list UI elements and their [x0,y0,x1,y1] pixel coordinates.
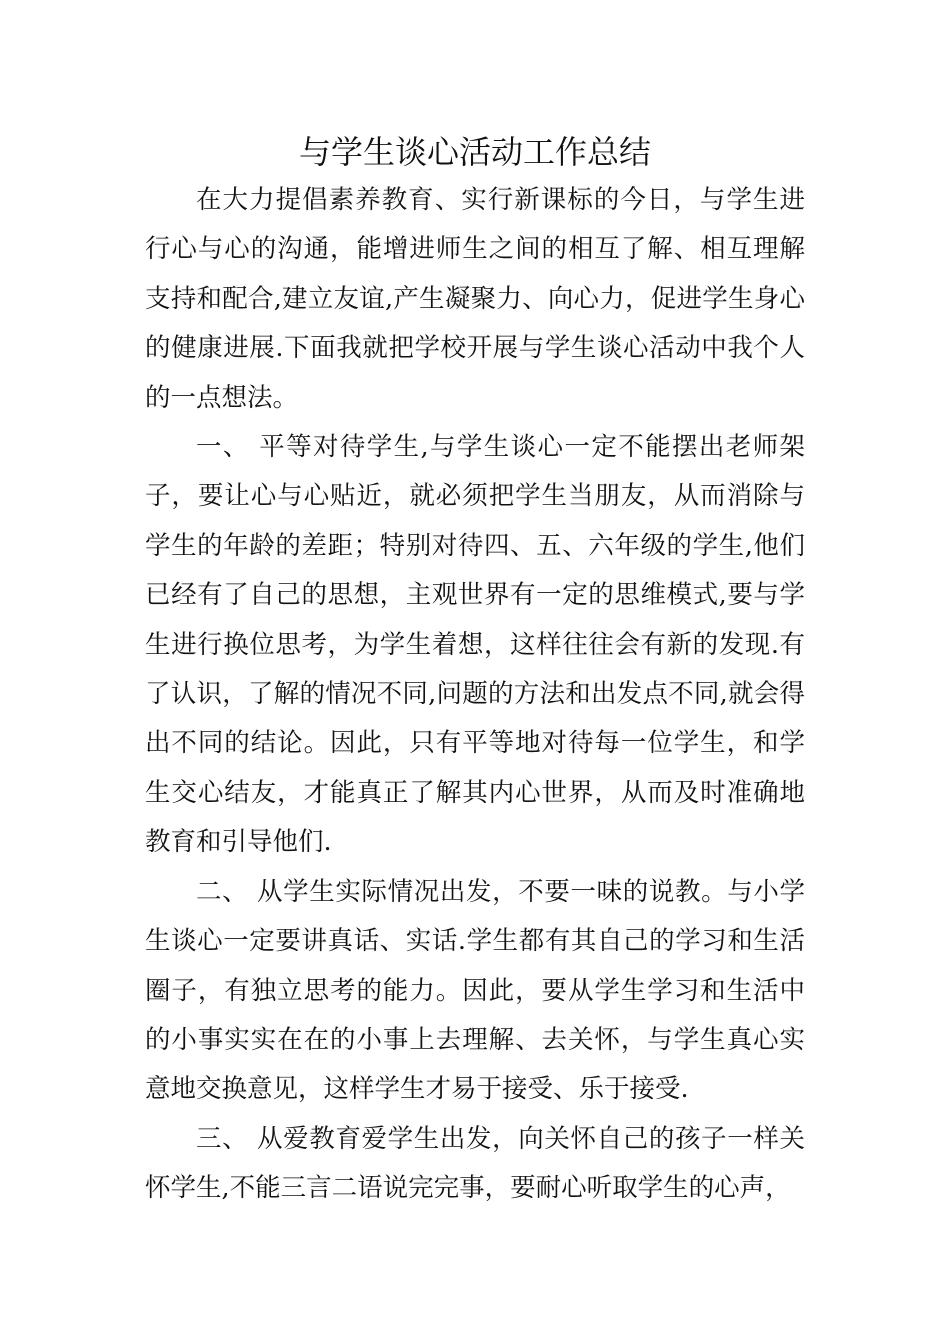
document-body [145,176,805,1214]
paragraph-point-one: 一、 平等对待学生,与学生谈心一定不能摆出老师架子，要让心与心贴近，就必须把学生当朋友，从而消除与学生的年龄的差距；特别对待四、五、六年级的学生,他们已经有了自己的思想，主观世界有一定的思维模式,要与学生进行换位思考，为学生着想，这样往往会有新的发现.有了认识，了解的情况不同,问题的方法和出发点不同,就会得出不同的结论。因此，只有平等地对待每一位学生，和学生交心结友，才能真正了解其内心世界，从而及时准确地教育和引导他们. [145,432,805,858]
paragraph-point-two: 二、 从学生实际情况出发，不要一味的说教。与小学生谈心一定要讲真话、实话.学生都有其自己的学习和生活圈子，有独立思考的能力。因此，要从学生学习和生活中的小事实实在在的小事上去理解、去关怀，与学生真心实意地交换意见，这样学生才易于接受、乐于接受. [145,876,805,1105]
paragraph-intro: 在大力提倡素养教育、实行新课标的今日，与学生进行心与心的沟通，能增进师生之间的相互了解、相互理解支持和配合,建立友谊,产生凝聚力、向心力，促进学生身心的健康进展.下面我就把学校开展与学生谈心活动中我个人的一点想法。 [145,185,805,413]
paragraph-point-three: 三、 从爱教育爱学生出发，向关怀自己的孩子一样关怀学生,不能三言二语说完完事，要耐心听取学生的心声， [145,1123,805,1204]
document-title: 与学生谈心活动工作总结 [298,133,651,171]
